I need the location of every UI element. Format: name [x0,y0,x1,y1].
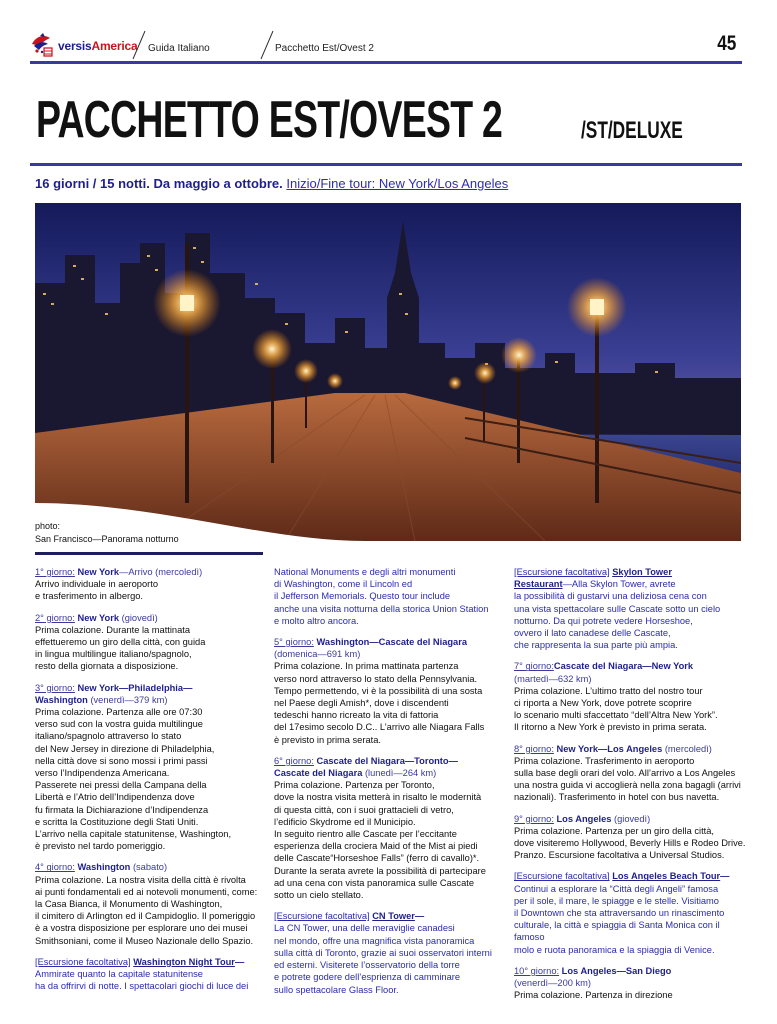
day-text: Pranzo. Escursione facoltativa a Universal Studios. [514,850,725,861]
day-text: Prima colazione. Trasferimento in aeroporto [514,755,695,766]
day-meta: (martedì—632 km) [514,673,592,684]
day-meta: (domenica—691 km) [274,649,361,660]
itinerary-column-3 [514,566,746,1011]
excursion-title: Restaurant [514,579,563,590]
tour-route-link[interactable]: Inizio/Fine tour: New York/Los Angeles [286,176,509,191]
excursion-text: sulla città di Toronto, grazie ai suoi osservatori interni [274,947,492,958]
excursion-text: il Downtown che sta attraversando un rinascimento [514,908,725,919]
day-title: Los Angeles [556,813,612,824]
day-text: l’edificio Skydrome ed il Municipio. [274,816,416,827]
day-4 [35,861,267,946]
day-text: resto della giornata a disposizione. [35,661,179,672]
excursion-text: il Jefferson Memorials. Questo tour include [274,591,451,602]
day-text: verso nord attraverso lo stato della Pennsylvania. [274,673,478,684]
day-1 [35,566,267,603]
excursion-cn-tower: [Escursione facoltativa] CN Tower— La CN Tower, una delle meraviglie canadesi nel mondo, offre una magnifica vista panoramica sulla città di Toronto, grazie ai suoi osservatori interni ed esterni. Visiterete l’osservatorio della torre e potrete godere dell’esprienza di camminare sullo spettacolare Glass Floor. [274,910,506,995]
excursion-tag: [Escursione facoltativa] [514,871,610,882]
day-title: New York—Los Angeles [556,743,663,754]
day-3 [35,682,267,853]
photo-caption [35,520,179,546]
day-9 [514,813,746,862]
day-meta: (mercoledì) [662,743,712,754]
excursion-washington-night: [Escursione facoltativa] Washington Night Tour— Ammirate quanto la capitale statunitense ha da offrirvi di notte. I spettacolari giochi di luce dei [35,956,267,993]
versisamerica-logo [30,32,142,58]
day-text: nazionali). Trasferimento in hotel con bus navetta. [514,792,720,803]
day-text: Il ritorno a New York è previsto in prima serata. [514,722,707,733]
day-text: ad una cena con vista panoramica sulle Cascate [274,877,475,888]
tour-summary [35,176,508,191]
day-text: Prima colazione. Durante la mattinata [35,624,191,635]
day-7 [514,660,746,733]
day-text: Durante la serata avrete la possibilità di partecipare [274,865,486,876]
excursion-text: culturale, la città e spiaggia di Santa Monica con il famoso [514,920,720,943]
excursion-text: di Washington, come il Lincoln ed [274,579,413,590]
excursion-text: ovvero il lato canadese delle Cascate, [514,628,671,639]
day-text: Smithsoniani, come il Museo Nazionale dello Spazio. [35,935,254,946]
day-text: effettueremo un giro della città, con guida [35,637,206,648]
excursion-text: molo e ruota panoramica e la spiaggia di Venice. [514,944,715,955]
day-text: verso sud con la vostra guida multilingue [35,719,203,730]
day-2 [35,612,267,673]
caption-divider [35,552,263,555]
caption-label: photo: [35,521,61,531]
day-text: delle Cascate“Horseshoe Falls” (ferro di cavallo)*. [274,853,480,864]
day-text: in lingua multilingue italiano/spagnolo, [35,649,192,660]
day-text: Prima colazione. In prima mattinata partenza [274,661,459,672]
day-text: del New Jersey in direzione di Philadelphia, [35,743,215,754]
day-10 [514,965,746,1002]
day-5 [274,636,506,746]
page-title: PACCHETTO EST/OVEST 2 [36,91,503,149]
excursion-tag: [Escursione facoltativa] [514,567,610,577]
day-text: la Casa Bianca, il Monumento di Washington, [35,899,223,910]
day-text: nel Paese degli Amish*, dove i discendenti [274,698,449,709]
day-label: 8° giorno: [514,743,554,754]
separator-slash-icon [132,30,146,60]
day-text: nella città dove si sono mossi i primi passi [35,755,208,766]
day-label: 1° giorno: [35,567,75,577]
day-text: e scritta la Costituzione degli Stati Uniti. [35,816,199,827]
day-text: italiano/spagnolo attraverso lo stato [35,731,182,742]
day-text: Prima colazione. Partenza in direzione [514,990,673,1001]
day-text: sotto un cielo stellato. [274,890,364,901]
excursion-text: la possibilità di gustarvi una deliziosa cena con [514,591,707,602]
breadcrumb: Pacchetto Est/Ovest 2 [275,43,374,54]
day-text: Prima colazione. Partenza per un giro della città, [514,825,714,836]
excursion-tag: [Escursione facoltativa] [35,956,131,967]
day-title: New York [77,612,120,623]
itinerary-column-2 [274,566,506,1005]
day-text: Passerete nei pressi della Campana della [35,780,207,791]
excursion-skylon-tower: [Escursione facoltativa] Skylon Tower Restaurant—Alla Skylon Tower, avrete la possibilità di gustarvi una deliziosa cena con una vista spettacolare sulle Cascate sotto un cielo notturno. Da qui potrete vedere Horseshoe, ovvero il lato canadese delle Cascate, che rappresenta la sua parte più ampia. [514,566,746,651]
day-8 [514,743,746,804]
day-text: Prima colazione. L’ultimo tratto del nostro tour [514,685,703,696]
day-text: di questa città, con i suoi grattacieli di vetro, [274,804,454,815]
day-label: 3° giorno: [35,682,75,693]
day-text: è a vostra disposizione per esplorare uno dei musei [35,923,248,934]
day-label: 9° giorno: [514,813,554,824]
day-title: Los Angeles—San Diego [561,965,672,976]
excursion-text: per il sole, il mare, le spiagge e le stelle. Visitiamo [514,895,719,906]
day-text: fu firmata la Dichiarazione d’Indipendenza [35,804,209,815]
day-text: ci riporta a New York, dove potrete scoprire [514,698,692,709]
excursion-text: National Monuments e degli altri monumenti [274,567,456,577]
day-text: esperienza della crociera Maid of the Mist ai piedi [274,841,478,852]
day-text: verso l’Indipendenza Americana. [35,768,170,779]
day-text: e trasferimento in albergo. [35,591,144,602]
day-meta: (sabato) [130,862,168,873]
excursion-text: anche una visita notturna della storica Union Station [274,603,489,614]
day-meta: (giovedì) [611,813,651,824]
day-text: lo scenario multi sfaccettato “dell’Altra New York”. [514,710,718,721]
page-number: 45 [716,32,736,55]
day-meta: —Arrivo (mercoledì) [119,567,203,577]
header-divider [30,61,742,64]
excursion-text: Ammirate quanto la capitale statunitense [35,969,203,980]
day-text: Prima colazione. Partenza per Toronto, [274,780,435,791]
excursion-text: Alla Skylon Tower, avrete [571,579,676,590]
day-text: sulla base degli orari del volo. All’arrivo a Los Angeles [514,768,736,779]
day-text: Tempo permettendo, vi è la possibilità di una sosta [274,685,483,696]
logo-wordmark: versisAmerica [58,39,138,53]
excursion-text: e potrete godere dell’esprienza di camminare [274,972,461,983]
day-meta: (venerdì—200 km) [514,978,591,989]
day-text: è previsto in prima serata. [274,734,381,745]
excursion-text: e molto altro ancora. [274,615,359,626]
excursion-washington-night-cont [274,566,506,627]
separator-slash-icon [260,30,274,60]
day-label: 5° giorno: [274,637,314,648]
tour-duration: 16 giorni / 15 notti. Da maggio a ottobre. [35,176,283,191]
san-francisco-night-photo [35,203,741,541]
excursion-text: che rappresenta la sua parte più ampia. [514,640,678,651]
page-subtitle: /ST/DELUXE [581,117,683,144]
day-label: 2° giorno: [35,612,75,623]
day-title: Washington [77,862,131,873]
day-meta: (giovedì) [119,612,158,623]
day-text: L’arrivo nella capitale statunitense, Washington, [35,829,232,840]
day-text: tedeschi hanno ricreato la vita di fattoria [274,710,439,721]
day-text: è previsto nel tardo pomeriggio. [35,841,166,852]
day-text: Arrivo individuale in aeroporto [35,579,158,590]
day-label: 10° giorno: [514,965,560,976]
day-title: Cascate del Niagara—New York [553,661,694,672]
excursion-text: ed esterni. Visiterete l’osservatorio della torre [274,960,460,971]
day-text: Prima colazione. Partenza alle ore 07:30 [35,707,203,718]
day-title: Washington [35,694,88,705]
day-label: 6° giorno: [274,755,314,766]
day-text: In seguito rientro alle Cascate per l’eccitante [274,829,457,840]
day-label: 4° giorno: [35,862,75,873]
excursion-title: Los Angeles Beach Tour [612,871,721,882]
day-text: una nostra guida vi accoglierà nella zona bagagli (arrivi [514,780,741,791]
section-label: Guida Italiano [148,43,210,54]
excursion-title: Washington Night Tour [133,956,235,967]
day-text: ai punti fondamentali ed ai notevoli monumenti, come: [35,886,258,897]
excursion-title: CN Tower [372,911,415,922]
excursion-text: ha da offrirvi di notte. I spettacolari giochi di luce dei [35,981,249,992]
day-label: 7° giorno: [514,661,554,672]
excursion-tag: [Escursione facoltativa] [274,911,370,922]
itinerary-column-1 [35,566,267,1002]
title-divider [30,163,742,166]
day-text: dove visiteremo Hollywood, Beverly Hills e Rodeo Drive. [514,838,746,849]
day-title: New York [77,567,120,577]
day-title: Cascate del Niagara—Toronto— [316,755,458,766]
day-text: Prima colazione. La nostra visita della città è rivolta [35,874,246,885]
day-title: Cascate del Niagara [274,768,363,779]
day-text: il cimitero di Arlington ed il Campidoglio. Il pomeriggio [35,911,256,922]
excursion-text: sullo spettacolare Glass Floor. [274,984,399,995]
excursion-title: Skylon Tower [612,567,672,577]
excursion-text: una vista spettacolare sulle Cascate sotto un cielo [514,603,721,614]
day-meta: (venerdì—379 km) [87,694,168,705]
excursion-text: La CN Tower, una delle meraviglie canadesi [274,923,455,934]
excursion-text: Continui a esplorare la “Città degli Angeli” famosa [514,883,719,894]
excursion-text: nel mondo, offre una magnifica vista panoramica [274,935,475,946]
day-meta: (lunedì—264 km) [362,768,437,779]
excursion-text: notturno. Da qui potrete vedere Horseshoe, [514,615,693,626]
day-text: dove la nostra visita metterà in risalto le modernità [274,792,482,803]
day-text: Libertà e l’Atrio dell’Indipendenza dove [35,792,195,803]
day-text: del 17esimo secolo D.C.. L’arrivo alle Niagara Falls [274,722,485,733]
caption-text: San Francisco—Panorama notturno [35,534,179,544]
excursion-la-beach: [Escursione facoltativa] Los Angeles Beach Tour— Continui a esplorare la “Città degli Angeli” famosa per il sole, il mare, le spiagge e le stelle. Visitiamo il Downtown che sta attraversando un rinascimento culturale, la città e spiaggia di Santa Monica con il famoso molo e ruota panoramica e la spiaggia di Venice. [514,870,746,955]
page-header [30,28,742,62]
day-title: Washington—Cascate del Niagara [316,637,468,648]
day-title: New York—Philadelphia— [77,682,193,693]
day-6 [274,755,506,901]
flag-eagle-icon [30,32,60,58]
